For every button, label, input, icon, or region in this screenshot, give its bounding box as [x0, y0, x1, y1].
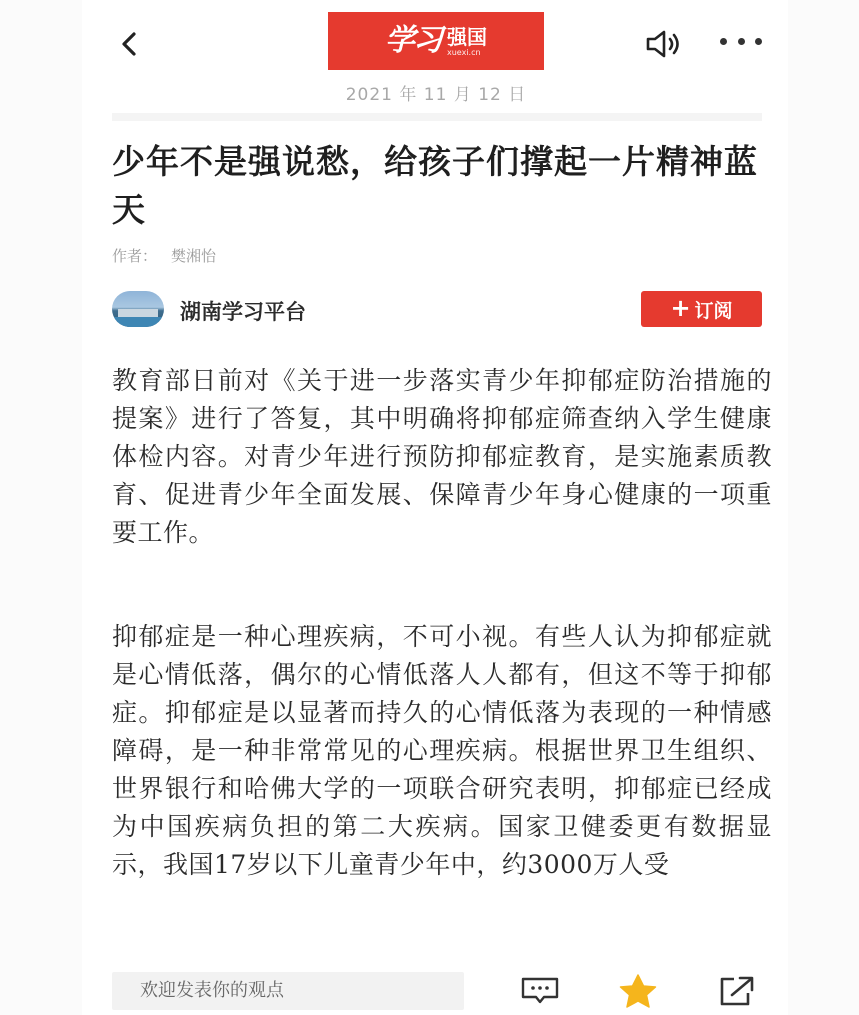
right-margin [788, 0, 859, 1015]
back-arrow-icon [112, 28, 148, 60]
read-aloud-button[interactable] [644, 28, 684, 60]
share-icon [718, 975, 756, 1007]
logo-name-text: 强国 [447, 24, 487, 49]
subscribe-button[interactable] [641, 291, 762, 327]
publish-date: 2021 年 11 月 12 日 [345, 85, 527, 105]
speaker-icon [644, 28, 684, 60]
author-name: 樊湘怡 [171, 247, 217, 265]
avatar-building [118, 309, 158, 317]
left-margin [0, 0, 82, 1015]
comment-input[interactable]: 欢迎发表你的观点 [112, 972, 464, 1010]
author-label: 作者： [112, 247, 158, 265]
xuexi-logo [328, 12, 544, 70]
more-dots-icon [720, 38, 727, 45]
logo-script-text: 学习 [385, 23, 441, 58]
channel-name[interactable]: 湖南学习平台 [180, 300, 306, 324]
plus-icon: + [670, 294, 691, 322]
star-icon [616, 974, 660, 1008]
share-button[interactable] [718, 975, 756, 1007]
more-dot [755, 38, 762, 45]
comment-button[interactable] [520, 976, 560, 1006]
author-line [112, 245, 216, 266]
article-paragraph: 教育部日前对《关于进一步落实青少年抑郁症防治措施的提案》进行了答复，其中明确将抑郁症筛查纳入学生健康体检内容。对青少年进行预防抑郁症教育，是实施素质教育、促进青少年全面发展、保障青少年身心健康的一项重要工作。 [112, 366, 772, 547]
avatar-water [112, 317, 164, 327]
channel-avatar[interactable] [112, 291, 164, 327]
more-options-button[interactable] [720, 38, 762, 50]
header-divider [112, 113, 762, 121]
subscribe-label: 订阅 [694, 299, 733, 322]
more-dot [738, 38, 745, 45]
article-title: 少年不是强说愁，给孩子们撑起一片精神蓝天 [112, 142, 758, 229]
logo-url-text: xuexi.cn [447, 47, 481, 57]
comment-icon [520, 976, 560, 1006]
favorite-button[interactable] [616, 974, 660, 1008]
article-paragraph: 抑郁症是一种心理疾病，不可小视。有些人认为抑郁症就是心情低落，偶尔的心情低落人人都有，但这不等于抑郁症。抑郁症是以显著而持久的心情低落为表现的一种情感障碍，是一种非常常见的心理疾病。根据世界卫生组织、世界银行和哈佛大学的一项联合研究表明，抑郁症已经成为中国疾病负担的第二大疾病。国家卫健委更有数据显示，我国17岁以下儿童青少年中，约3000万人受 [112, 622, 772, 879]
back-button[interactable] [112, 28, 148, 60]
